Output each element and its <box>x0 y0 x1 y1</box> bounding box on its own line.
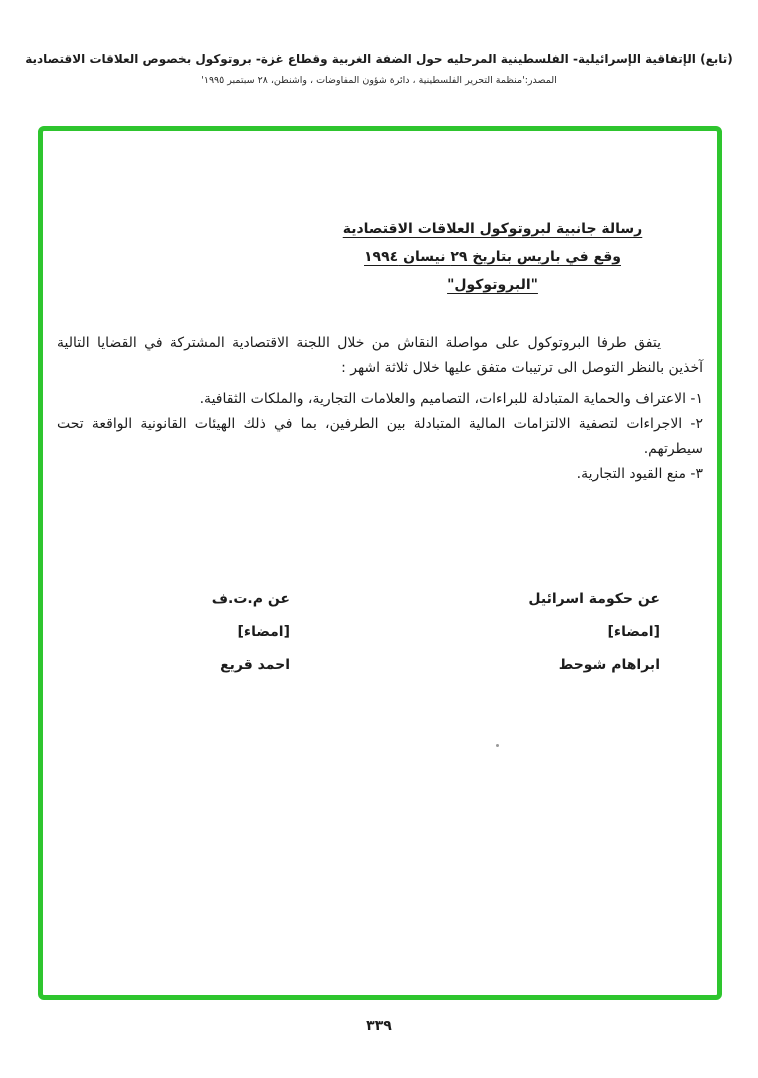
letter-date-line <box>282 243 703 271</box>
letter-protocol-text: "البروتوكول" <box>447 277 538 293</box>
signature-block-plo <box>212 583 290 682</box>
letter-item-2: ٢- الاجراءات لتصفية الالتزامات المالية المتبادلة بين الطرفين، بما في ذلك الهيئات القانونية الواقعة تحت سيطرتهم. <box>57 416 703 457</box>
letter-protocol-label <box>282 271 703 299</box>
letter-title-block <box>57 215 703 299</box>
signature-placeholder-plo: [امضاء] <box>237 624 290 640</box>
document-source-line: المصدر:'منظمة التحرير الفلسطينية ، دائرة شؤون المفاوضات ، واشنطن، ٢٨ سبتمبر ١٩٩٥' <box>201 75 557 86</box>
letter-date-text: وقع في باريس بتاريخ ٢٩ نيسان ١٩٩٤ <box>364 249 621 265</box>
signature-placeholder-israel: [امضاء] <box>607 624 660 640</box>
letter-opening-paragraph: يتفق طرفا البروتوكول على مواصلة النقاش من خلال اللجنة الاقتصادية المشتركة في القضايا التالية آخذين بالنظر التوصل الى ترتيبات متفق عليها خلال ثلاثة اشهر : <box>57 335 703 376</box>
letter-title-text: رسالة جانبية لبروتوكول العلاقات الاقتصادية <box>342 221 643 237</box>
document-header-title: (تابع) الإتفاقية الإسرائيلية- الفلسطينية المرحليه حول الضفة الغربية وقطاع غزة- بروتوكول بخصوص العلاقات الاقتصادية <box>25 52 733 66</box>
page-number: ٣٣٩ <box>366 1018 392 1034</box>
signature-party-israel: عن حكومة اسرائيل <box>528 591 660 607</box>
letter-item-1: ١- الاعتراف والحماية المتبادلة للبراءات، التصاميم والعلامات التجارية، والملكات الثقافية. <box>199 391 703 407</box>
letter-body <box>57 331 703 487</box>
page-header <box>0 52 758 86</box>
signature-block-israel <box>528 583 660 682</box>
letter-title <box>282 215 703 243</box>
document-frame <box>38 126 722 1000</box>
signatory-name-plo: احمد قريع <box>220 657 290 673</box>
scan-speck <box>496 744 499 747</box>
signature-party-plo: عن م.ت.ف <box>211 591 290 607</box>
letter-items <box>57 387 703 487</box>
letter-content <box>43 131 717 995</box>
letter-item-3: ٣- منع القيود التجارية. <box>576 466 703 482</box>
signatory-name-israel: ابراهام شوحط <box>558 657 660 673</box>
